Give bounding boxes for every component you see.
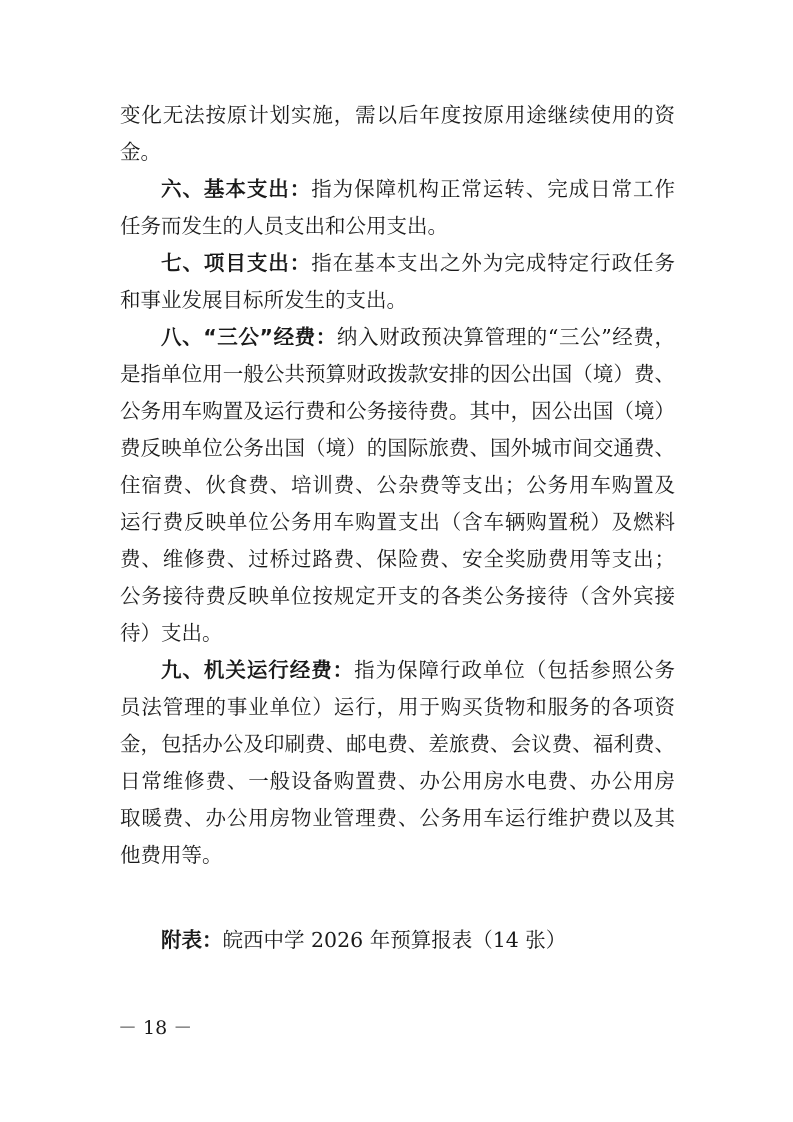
body-line: 住宿费、伙食费、培训费、公杂费等支出；公务用车购置及 [120,473,675,497]
body-line: 费反映单位公务出国（境）的国际旅费、国外城市间交通费、 [120,436,675,460]
section-seven-label: 七、项目支出： [161,251,312,275]
attachment-text: 皖西中学 2026 年预算报表（14 张） [222,928,567,952]
body-line: 日常维修费、一般设备购置费、办公用房水电费、办公用房 [120,769,675,793]
document-body [120,97,675,874]
body-line: 公务接待费反映单位按规定开支的各类公务接待（含外宾接 [120,584,675,608]
section-seven-heading-line: 七、项目支出：指在基本支出之外为完成特定行政任务 [161,251,676,275]
body-line: 运行费反映单位公务用车购置支出（含车辆购置税）及燃料 [120,510,675,534]
body-line: 和事业发展目标所发生的支出。 [120,288,407,312]
body-line: 员法管理的事业单位）运行，用于购买货物和服务的各项资 [120,695,675,719]
attachment-label: 附表： [161,928,223,952]
section-six-heading-line: 六、基本支出：指为保障机构正常运转、完成日常工作 [161,177,676,201]
body-line: 任务而发生的人员支出和公用支出。 [120,214,448,238]
page-number: － 18 － [118,1017,193,1039]
section-eight-heading-line: 八、“三公”经费：纳入财政预决算管理的“三公”经费， [161,325,675,349]
body-line: 他费用等。 [120,843,223,867]
attachment-note [161,922,566,959]
body-line: 是指单位用一般公共预算财政拨款安排的因公出国（境）费、 [120,362,675,386]
body-line: 取暖费、办公用房物业管理费、公务用车运行维护费以及其 [120,806,675,830]
body-line: 公务用车购置及运行费和公务接待费。其中，因公出国（境） [120,399,675,423]
body-line: 待）支出。 [120,621,223,645]
section-nine-heading-line: 九、机关运行经费：指为保障行政单位（包括参照公务 [161,658,675,682]
section-eight-label: 八、“三公”经费： [161,325,337,349]
body-line: 费、维修费、过桥过路费、保险费、安全奖励费用等支出； [120,547,675,571]
section-six-label: 六、基本支出： [161,177,312,201]
body-line: 金，包括办公及印刷费、邮电费、差旅费、会议费、福利费、 [120,732,675,756]
body-line: 金。 [120,140,161,164]
section-nine-label: 九、机关运行经费： [161,658,355,682]
body-line: 变化无法按原计划实施，需以后年度按原用途继续使用的资 [120,103,675,127]
